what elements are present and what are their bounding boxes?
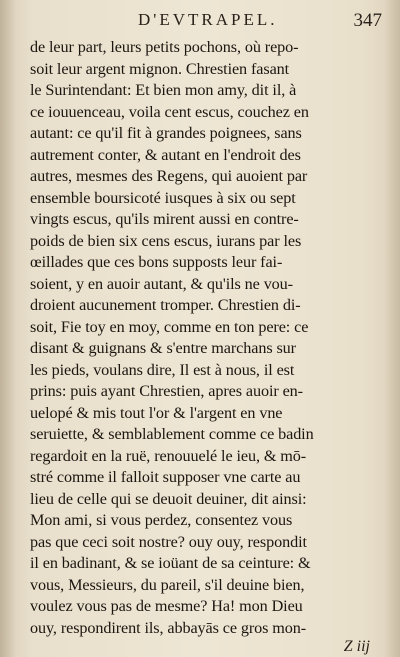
text-line: autrement conter, & autant en l'endroit des	[30, 145, 301, 164]
text-line: de leur part, leurs petits pochons, où repo-	[30, 38, 299, 56]
text-line: droient aucunement tromper. Chrestien di-	[30, 296, 301, 314]
page-gutter-shadow	[0, 0, 16, 657]
text-line: lieu de celle qui se deuoit deuiner, dit ainsi:	[30, 489, 307, 508]
text-line: uelopé & mis tout l'or & l'argent en vne	[30, 403, 283, 422]
text-line: autant: ce qu'il fit à grandes poignees, sans	[30, 124, 302, 142]
text-line: regardoit en la ruë, renouuelé le ieu, & mō-	[30, 446, 307, 465]
text-line: voulez vous pas de mesme? Ha! mon Dieu	[30, 597, 303, 615]
signature-mark: Z iij	[343, 638, 370, 655]
text-line: ce iouuenceau, voila cent escus, couchez en	[30, 102, 309, 121]
text-line: vingts escus, qu'ils mirent aussi en contre-	[30, 210, 299, 228]
text-line: le Surintendant: Et bien mon amy, dit il, à	[30, 81, 297, 99]
text-line: disant & guignans & s'entre marchans sur	[30, 339, 296, 357]
text-line: seruiette, & semblablement comme ce badin	[30, 425, 314, 443]
page-header	[30, 10, 386, 32]
text-line: stré comme il falloit supposer vne carte au	[30, 468, 301, 486]
body-text	[30, 37, 386, 639]
text-line: les pieds, voulans dire, Il est à nous, il est	[30, 360, 295, 379]
page-edge-shadow	[384, 0, 400, 657]
text-line: ouy, respondirent ils, abbayās ce gros mon-	[30, 618, 307, 637]
text-line: poids de bien six cens escus, iurans par les	[30, 231, 302, 250]
text-line: soient, y en auoir autant, & qu'ils ne vou-	[30, 274, 293, 293]
running-head: D'EVTRAPEL.	[138, 10, 278, 29]
text-line: il en badinant, & se ioüant de sa ceinture: &	[30, 554, 311, 572]
text-line: œillades que ces bons supposts leur fai-	[30, 253, 283, 271]
text-line: soit, Fie toy en moy, comme en ton pere: ce	[30, 317, 309, 336]
page-number: 347	[353, 10, 382, 31]
text-line: autres, mesmes des Regens, qui auoient par	[30, 167, 308, 185]
text-line: soit leur argent mignon. Chrestien fasant	[30, 59, 290, 78]
text-line: prins: puis ayant Chrestien, apres auoir en-	[30, 382, 303, 400]
text-line: ensemble boursicoté iusques à six ou sept	[30, 188, 296, 207]
text-line: Mon ami, si vous perdez, consentez vous	[30, 511, 293, 529]
text-line: pas que ceci soit nostre? ouy ouy, respondit	[30, 532, 307, 551]
text-line: vous, Messieurs, du pareil, s'il deuine bien,	[30, 575, 305, 594]
